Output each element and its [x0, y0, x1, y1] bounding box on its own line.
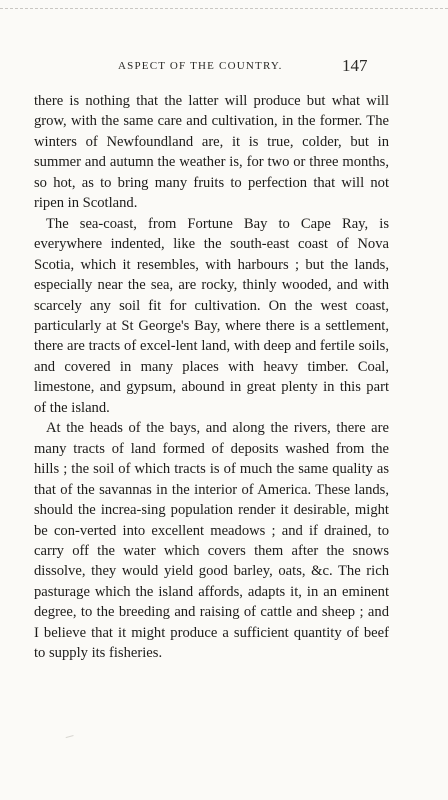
page-number: 147	[342, 56, 368, 75]
ink-speck	[66, 735, 75, 741]
body-text	[34, 91, 389, 664]
paragraph-2: The sea-coast, from Fortune Bay to Cape Ray, is everywhere indented, like the south-east coast of Nova Scotia, which it resembles, with harbours ; but the lands, especially near the sea, are rocky, thinly wooded, and with scarcely any soil fit for cultivation. On the west coast, particularly at St George's Bay, where there is a settlement, there are tracts of excel-lent land, with deep and fertile soils, and covered in many places with heavy timber. Coal, limestone, and gypsum, abound in great plenty in this part of the island.	[34, 215, 389, 416]
paragraph-3: At the heads of the bays, and along the rivers, there are many tracts of land formed of deposits washed from the hills ; the soil of which tracts is of much the same quality as that of the savannas in the interior of America. These lands, should the increa-sing population render it desirable, might be con-verted into excellent meadows ; and if drained, to carry off the water which covers them after the snows dissolve, they would yield good barley, oats, &c. The rich pasturage which the island affords, adapts it, in an eminent degree, to the breeding and raising of cattle and sheep ; and I believe that it might produce a sufficient quantity of beef to supply its fisheries.	[34, 420, 389, 662]
scan-edge-rule	[0, 8, 448, 9]
paragraph-1: there is nothing that the latter will produce but what will grow, with the same care and cultivation, in the former. The winters of Newfoundland are, it is true, colder, but in summer and autumn the weather is, for two or three months, so hot, as to bring many fruits to perfection that will not ripen in Scotland.	[34, 93, 389, 212]
page-header	[0, 56, 448, 80]
running-title: ASPECT OF THE COUNTRY.	[118, 60, 283, 72]
